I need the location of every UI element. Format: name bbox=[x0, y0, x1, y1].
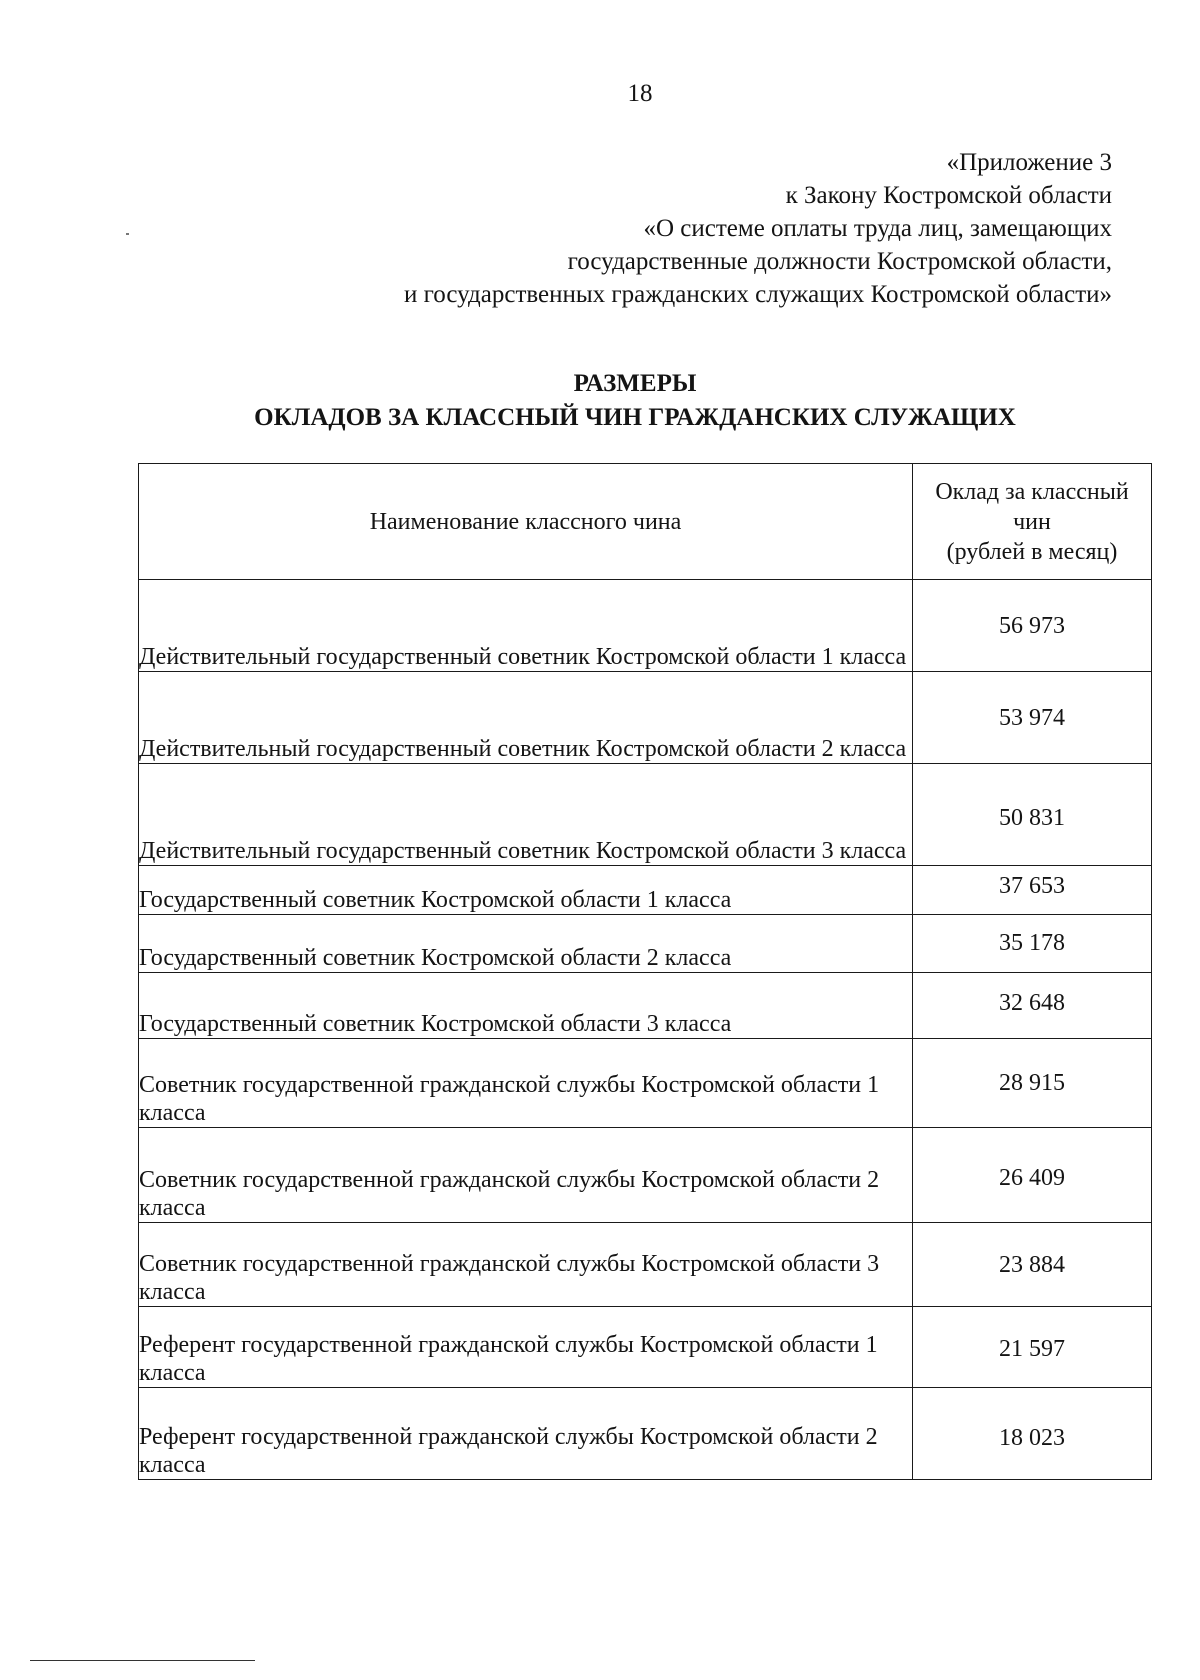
header-salary-line: (рублей в месяц) bbox=[946, 538, 1118, 565]
title-line: ОКЛАДОВ ЗА КЛАССНЫЙ ЧИН ГРАЖДАНСКИХ СЛУЖАЩИХ bbox=[254, 404, 1016, 431]
salary-amount: 32 648 bbox=[913, 973, 1152, 1039]
rank-name: Советник государственной гражданской службы Костромской области 3 класса bbox=[139, 1223, 913, 1307]
rank-name: Действительный государственный советник Костромской области 2 класса bbox=[139, 672, 913, 764]
salary-amount: 53 974 bbox=[913, 672, 1152, 764]
table-row bbox=[139, 915, 1152, 973]
salary-amount: 21 597 bbox=[913, 1307, 1152, 1388]
rank-name: Государственный советник Костромской области 2 класса bbox=[139, 915, 913, 973]
document-title bbox=[130, 367, 1140, 435]
table-row bbox=[139, 866, 1152, 915]
rank-name: Советник государственной гражданской службы Костромской области 1 класса bbox=[139, 1039, 913, 1128]
rank-name: Государственный советник Костромской области 3 класса bbox=[139, 973, 913, 1039]
table-row bbox=[139, 1128, 1152, 1223]
table-row bbox=[139, 672, 1152, 764]
table-row bbox=[139, 1307, 1152, 1388]
table-row bbox=[139, 973, 1152, 1039]
salary-table bbox=[138, 463, 1152, 1480]
appendix-line: и государственных гражданских служащих Костромской области» bbox=[403, 281, 1112, 308]
rank-name: Референт государственной гражданской службы Костромской области 1 класса bbox=[139, 1307, 913, 1388]
footer-rule bbox=[30, 1660, 255, 1661]
rank-name: Государственный советник Костромской области 1 класса bbox=[139, 866, 913, 915]
appendix-reference bbox=[212, 146, 1112, 311]
page-number: 18 bbox=[627, 80, 653, 107]
table-row bbox=[139, 1039, 1152, 1128]
appendix-line: государственные должности Костромской области, bbox=[567, 248, 1112, 275]
table-row bbox=[139, 764, 1152, 866]
appendix-line: «О системе оплаты труда лиц, замещающих bbox=[643, 215, 1112, 242]
header-salary-line: Оклад за классный bbox=[935, 478, 1129, 505]
salary-amount: 50 831 bbox=[913, 764, 1152, 866]
salary-amount: 56 973 bbox=[913, 580, 1152, 672]
header-rank-name: Наименование классного чина bbox=[139, 464, 913, 580]
rank-name: Советник государственной гражданской службы Костромской области 2 класса bbox=[139, 1128, 913, 1223]
table-row bbox=[139, 1388, 1152, 1480]
rank-name: Действительный государственный советник Костромской области 1 класса bbox=[139, 580, 913, 672]
salary-amount: 28 915 bbox=[913, 1039, 1152, 1128]
salary-amount: 26 409 bbox=[913, 1128, 1152, 1223]
salary-amount: 18 023 bbox=[913, 1388, 1152, 1480]
table-row bbox=[139, 580, 1152, 672]
scan-mark bbox=[126, 233, 129, 235]
appendix-line: «Приложение 3 bbox=[946, 149, 1112, 176]
header-salary bbox=[913, 464, 1152, 580]
salary-amount: 37 653 bbox=[913, 866, 1152, 915]
table-header-row bbox=[139, 464, 1152, 580]
appendix-line: к Закону Костромской области bbox=[785, 182, 1112, 209]
title-line: РАЗМЕРЫ bbox=[573, 370, 697, 397]
salary-amount: 35 178 bbox=[913, 915, 1152, 973]
rank-name: Референт государственной гражданской службы Костромской области 2 класса bbox=[139, 1388, 913, 1480]
rank-name: Действительный государственный советник Костромской области 3 класса bbox=[139, 764, 913, 866]
header-salary-line: чин bbox=[1013, 508, 1051, 535]
table-row bbox=[139, 1223, 1152, 1307]
salary-amount: 23 884 bbox=[913, 1223, 1152, 1307]
